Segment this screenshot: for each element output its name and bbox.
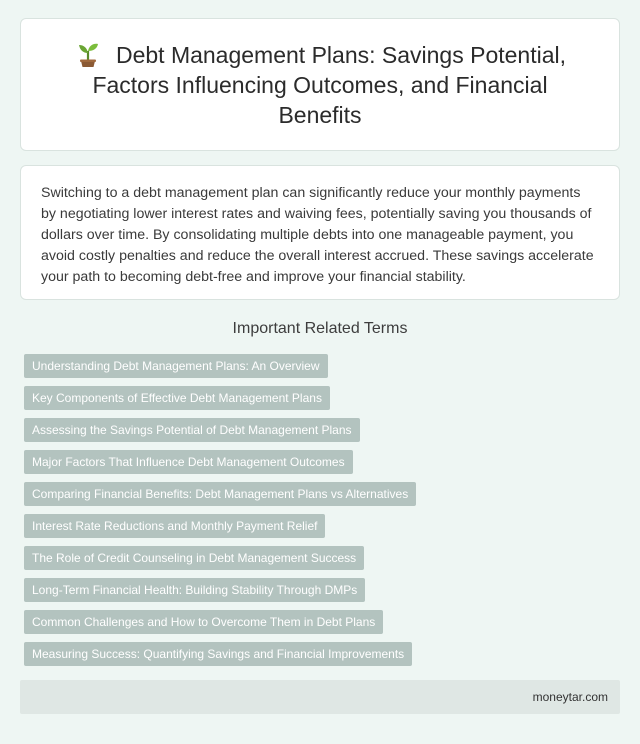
related-term-tag[interactable]: Key Components of Effective Debt Management Plans [24,386,330,410]
related-terms-list [24,354,416,674]
related-term-tag[interactable]: Understanding Debt Management Plans: An Overview [24,354,328,378]
title-card [20,18,620,151]
page-title [61,40,579,130]
summary-card [20,165,620,300]
list-item [24,482,416,506]
related-term-tag[interactable]: The Role of Credit Counseling in Debt Management Success [24,546,364,570]
footer [20,680,620,714]
list-item [24,514,416,538]
related-term-tag[interactable]: Common Challenges and How to Overcome Them in Debt Plans [24,610,383,634]
related-terms-heading: Important Related Terms [232,320,408,337]
related-term-tag[interactable]: Comparing Financial Benefits: Debt Management Plans vs Alternatives [24,482,416,506]
list-item [24,546,416,570]
related-term-tag[interactable]: Major Factors That Influence Debt Management Outcomes [24,450,353,474]
related-term-tag[interactable]: Long-Term Financial Health: Building Stability Through DMPs [24,578,365,602]
summary-text: Switching to a debt management plan can significantly reduce your monthly payments by negotiating lower interest rates and waiving fees, potentially saving you thousands of dollars over time. By consolidating multiple debts into one manageable payment, you avoid costly penalties and reduce the overall interest accrued. These savings accelerate your path to becoming debt-free and improve your financial stability. [41,185,594,285]
list-item [24,418,416,442]
list-item [24,386,416,410]
related-term-tag[interactable]: Measuring Success: Quantifying Savings and Financial Improvements [24,642,412,666]
related-term-tag[interactable]: Assessing the Savings Potential of Debt Management Plans [24,418,360,442]
related-term-tag[interactable]: Interest Rate Reductions and Monthly Payment Relief [24,514,325,538]
site-name[interactable]: moneytar.com [532,690,608,704]
list-item [24,642,416,666]
list-item [24,450,416,474]
list-item [24,610,416,634]
list-item [24,354,416,378]
list-item [24,578,416,602]
page-title-text: Debt Management Plans: Savings Potential, Factors Influencing Outcomes, and Financial Benefits [92,41,567,128]
sprout-icon [74,40,102,68]
